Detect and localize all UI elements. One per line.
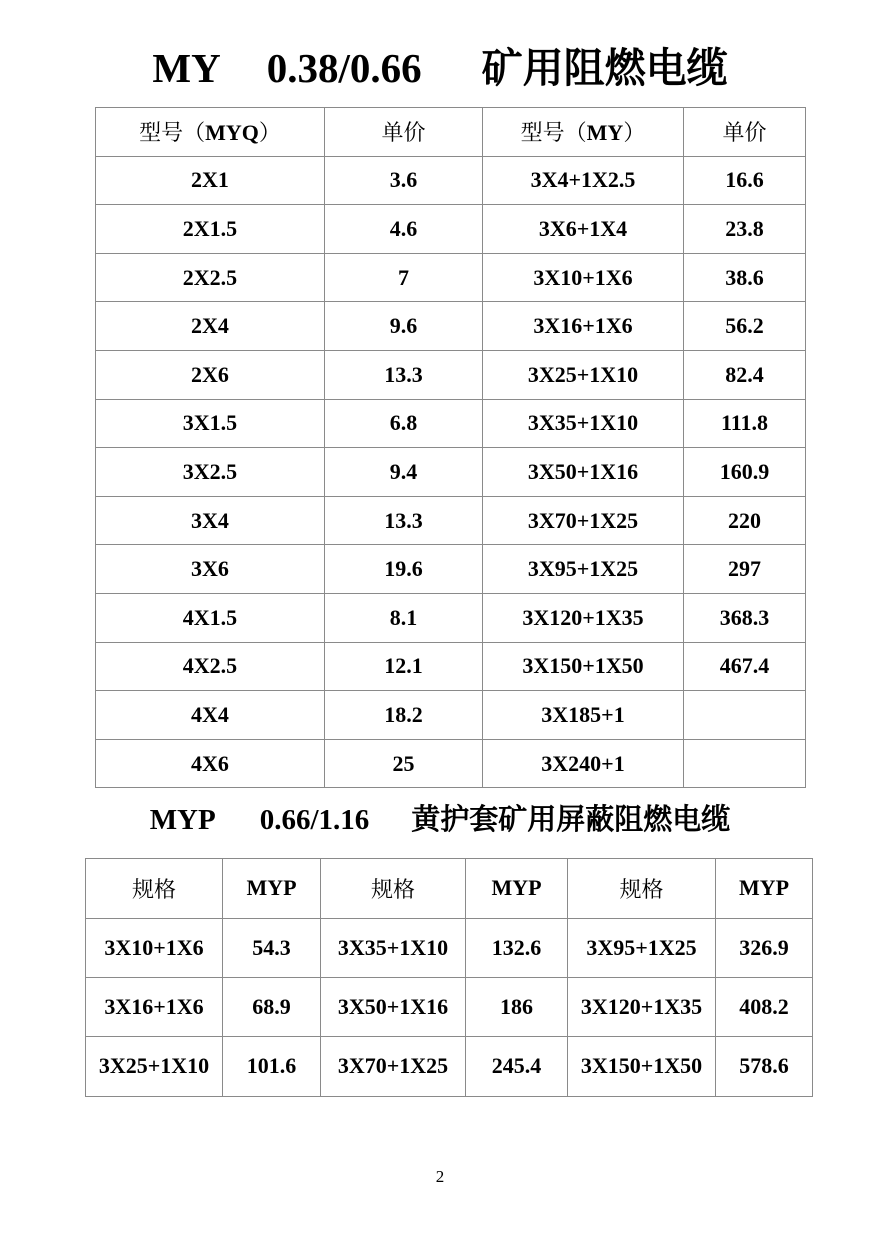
table-cell: 3X120+1X35 — [483, 593, 684, 642]
table-cell: 4.6 — [325, 205, 483, 254]
table-cell: 4X4 — [96, 691, 325, 740]
table-cell: 245.4 — [466, 1037, 568, 1096]
my-price-table — [95, 107, 806, 788]
column-header: 规格 — [321, 859, 466, 918]
table-cell: 16.6 — [684, 156, 806, 205]
table-row — [96, 642, 806, 691]
table-cell: 2X2.5 — [96, 253, 325, 302]
table-cell: 23.8 — [684, 205, 806, 254]
table-cell: 2X1.5 — [96, 205, 325, 254]
table-cell: 3X2.5 — [96, 448, 325, 497]
table-row — [86, 977, 813, 1036]
table-cell: 3X10+1X6 — [86, 918, 223, 977]
table-cell: 18.2 — [325, 691, 483, 740]
section-title-my — [0, 0, 880, 92]
table-row — [96, 545, 806, 594]
table-row — [96, 302, 806, 351]
table-row — [86, 1037, 813, 1096]
section-title-myp — [0, 802, 880, 838]
table-cell: 3X150+1X50 — [568, 1037, 716, 1096]
myp-price-table — [85, 858, 813, 1096]
column-header: 规格 — [86, 859, 223, 918]
table-row — [96, 350, 806, 399]
header-row — [96, 108, 806, 157]
table-cell: 2X1 — [96, 156, 325, 205]
table-cell: 297 — [684, 545, 806, 594]
table-cell: 3X16+1X6 — [86, 977, 223, 1036]
column-header: MYP — [223, 859, 321, 918]
column-header: 型号（MY） — [483, 108, 684, 157]
table-cell: 3X50+1X16 — [483, 448, 684, 497]
table-cell: 19.6 — [325, 545, 483, 594]
myp-title-model: MYP — [149, 804, 216, 837]
table-cell: 56.2 — [684, 302, 806, 351]
table-cell — [684, 691, 806, 740]
table-cell: 3X25+1X10 — [483, 350, 684, 399]
table-cell: 3X35+1X10 — [321, 918, 466, 977]
table-cell: 12.1 — [325, 642, 483, 691]
table-cell: 186 — [466, 977, 568, 1036]
table-cell: 3X6+1X4 — [483, 205, 684, 254]
table-row — [96, 593, 806, 642]
table-cell: 2X6 — [96, 350, 325, 399]
table-cell: 9.6 — [325, 302, 483, 351]
table-cell: 3X10+1X6 — [483, 253, 684, 302]
table-cell: 7 — [325, 253, 483, 302]
table-cell: 13.3 — [325, 350, 483, 399]
header-row — [86, 859, 813, 918]
table-cell: 368.3 — [684, 593, 806, 642]
column-header: MYP — [716, 859, 813, 918]
table-cell: 25 — [325, 739, 483, 788]
page-number: 2 — [435, 1166, 445, 1186]
table-row — [96, 205, 806, 254]
table-cell: 3X4+1X2.5 — [483, 156, 684, 205]
table-cell: 408.2 — [716, 977, 813, 1036]
table-row — [96, 496, 806, 545]
table-row — [96, 448, 806, 497]
table-row — [96, 691, 806, 740]
column-header: 单价 — [684, 108, 806, 157]
table-row — [96, 399, 806, 448]
myp-title-product-name: 黄护套矿用屏蔽阻燃电缆 — [411, 804, 731, 837]
table-cell: 4X2.5 — [96, 642, 325, 691]
my-title-product-name: 矿用阻燃电缆 — [481, 45, 728, 91]
table-cell: 9.4 — [325, 448, 483, 497]
table-cell: 3X25+1X10 — [86, 1037, 223, 1096]
table-cell: 3X50+1X16 — [321, 977, 466, 1036]
myp-title-voltage-rating: 0.66/1.16 — [259, 804, 370, 837]
table-cell — [684, 739, 806, 788]
table-cell: 3X35+1X10 — [483, 399, 684, 448]
table-cell: 4X6 — [96, 739, 325, 788]
table-cell: 54.3 — [223, 918, 321, 977]
table-cell: 6.8 — [325, 399, 483, 448]
table-cell: 2X4 — [96, 302, 325, 351]
column-header: MYP — [466, 859, 568, 918]
table-cell: 68.9 — [223, 977, 321, 1036]
table-cell: 3X70+1X25 — [321, 1037, 466, 1096]
table-cell: 101.6 — [223, 1037, 321, 1096]
my-title-model: MY — [152, 45, 221, 91]
table-cell: 111.8 — [684, 399, 806, 448]
table-cell: 3X16+1X6 — [483, 302, 684, 351]
table-cell: 82.4 — [684, 350, 806, 399]
table-cell: 3X185+1 — [483, 691, 684, 740]
table-cell: 3X120+1X35 — [568, 977, 716, 1036]
table-cell: 38.6 — [684, 253, 806, 302]
table-cell: 220 — [684, 496, 806, 545]
column-header: 型号（MYQ） — [96, 108, 325, 157]
table-cell: 4X1.5 — [96, 593, 325, 642]
table-cell: 3X95+1X25 — [483, 545, 684, 594]
table-row — [96, 156, 806, 205]
table-cell: 326.9 — [716, 918, 813, 977]
table-cell: 578.6 — [716, 1037, 813, 1096]
table-row — [96, 253, 806, 302]
table-cell: 3X1.5 — [96, 399, 325, 448]
my-title-voltage-rating: 0.38/0.66 — [266, 45, 422, 91]
table-cell: 160.9 — [684, 448, 806, 497]
table-cell: 3X95+1X25 — [568, 918, 716, 977]
table-cell: 3X240+1 — [483, 739, 684, 788]
table-cell: 467.4 — [684, 642, 806, 691]
column-header: 规格 — [568, 859, 716, 918]
table-cell: 8.1 — [325, 593, 483, 642]
table-cell: 3X6 — [96, 545, 325, 594]
table-cell: 13.3 — [325, 496, 483, 545]
column-header: 单价 — [325, 108, 483, 157]
table-cell: 3X70+1X25 — [483, 496, 684, 545]
table-cell: 3X150+1X50 — [483, 642, 684, 691]
table-cell: 132.6 — [466, 918, 568, 977]
table-cell: 3.6 — [325, 156, 483, 205]
table-row — [96, 739, 806, 788]
table-row — [86, 918, 813, 977]
table-cell: 3X4 — [96, 496, 325, 545]
